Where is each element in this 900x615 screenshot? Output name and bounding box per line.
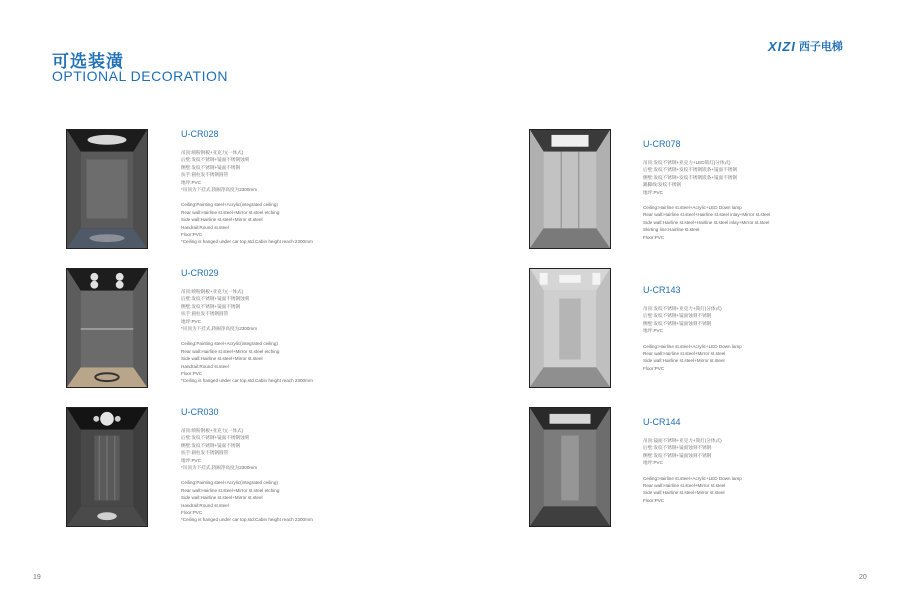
spec-en: Ceiling:Hairline st.steel+Acrylic+LED Down lamp Rear wall:Hairline st.steel+Mirror st.steel Side wall:Hairline st.steel+Mirror st.steel Floor:PVC (643, 475, 742, 503)
brand-name-cn: 西子电梯 (798, 41, 843, 53)
spec-cn: 吊顶:发纹不锈钢+亚克力+筒灯(分体式) 后壁:发纹不锈钢+镜面蚀刻不锈钢 侧壁:发纹不锈钢+镜面蚀刻不锈钢 地坪:PVC (643, 306, 722, 334)
brand (768, 38, 843, 54)
product-code: U-CR143 (643, 285, 681, 295)
elevator-cabin-image (66, 268, 148, 388)
elevator-cabin-image (66, 129, 148, 249)
spec-en: Ceiling:Hairline st.steel+Acrylic+LED Down lamp Rear wall:Hairline st.steel+Hairline st.steel inlay+Mirror st.steel Side wall:Hairline st.steel+Hairline st.steel inlay+Mirror st.steel Skirting line:Hairline st.steel Floor:PVC (643, 205, 771, 240)
product-code: U-CR144 (643, 417, 681, 427)
page-number-right: 20 (859, 574, 867, 581)
elevator-cabin-image (529, 407, 611, 527)
spec-cn: 吊顶:喷粉钢板+亚克力(一体式) 后壁:发纹不锈钢+镜面不锈钢蚀刻 侧壁:发纹不锈钢+镜面不锈钢 扶手:圆柱发不锈钢圆管 地坪:PVC *吊顶为下挂式,轿厢净高度为2300mm (181, 289, 258, 332)
elevator-cabin-image (529, 129, 611, 249)
spec-en: Ceiling:Painting steel+Acrylic(integrated ceiling) Rear wall:Hairline st.steel+Mirror st.steel etching Side wall:Hairline st.steel+Mirror st.steel Handrail:Round st.steel Floor:PVC *Ceiling is hanged under car top,std.Cabin height reach 2300mm (181, 480, 313, 523)
product-code: U-CR078 (643, 139, 681, 149)
spec-en: Ceiling:Hairline st.steel+Acrylic+LED Down lamp Rear wall:Hairline st.steel+Mirror st.steel Side wall:Hairline st.steel+Mirror st.steel Floor:PVC (643, 343, 742, 371)
spec-cn: 吊顶:喷粉钢板+亚克力(一体式) 后壁:发纹不锈钢+镜面不锈钢蚀刻 侧壁:发纹不锈钢+镜面不锈钢 扶手:圆柱发不锈钢圆管 地坪:PVC *吊顶为下挂式,轿厢净高度为2300mm (181, 150, 258, 193)
brand-logo: XIZI (768, 38, 796, 54)
page-title-en: OPTIONAL DECORATION (52, 68, 228, 84)
page-title-cn: 可选装潢 (52, 52, 124, 71)
page-number-left: 19 (33, 574, 41, 581)
product-code: U-CR029 (181, 268, 219, 278)
product-code: U-CR030 (181, 407, 219, 417)
elevator-cabin-image (66, 407, 148, 527)
spec-cn: 吊顶:镜面不锈钢+亚克力+筒灯(分体式) 后壁:发纹不锈钢+镜面蚀刻不锈钢 侧壁:发纹不锈钢+镜面蚀刻不锈钢 地坪:PVC (643, 438, 722, 466)
spec-en: Ceiling:Painting steel+Acrylic(integrated ceiling) Rear wall:Hairline st.steel+Mirror st.steel etching Side wall:Hairline st.steel+Mirror st.steel Handrail:Round st.steel Floor:PVC *Ceiling is hanged under car top,std.Cabin height reach 2300mm (181, 202, 313, 245)
spec-cn: 吊顶:喷粉钢板+亚克力(一体式) 后壁:发纹不锈钢+镜面不锈钢蚀刻 侧壁:发纹不锈钢+镜面不锈钢 扶手:圆柱发不锈钢圆管 地坪:PVC *吊顶为下挂式,轿厢净高度为2300mm (181, 428, 258, 471)
spec-en: Ceiling:Painting steel+Acrylic(integrated ceiling) Rear wall:Hairline st.steel+Mirror st.steel etching Side wall:Hairline st.steel+Mirror st.steel Handrail:Round st.steel Floor:PVC *Ceiling is hanged under car top,std.Cabin height reach 2300mm (181, 341, 313, 384)
spec-cn: 吊顶:发纹不锈钢+亚克力+LED筒灯(分体式) 后壁:发纹不锈钢+发纹不锈钢嵌条+镜面不锈钢 侧壁:发纹不锈钢+发纹不锈钢嵌条+镜面不锈钢 踢脚线:发纹不锈钢 地坪:PVC (643, 160, 737, 195)
product-code: U-CR028 (181, 129, 219, 139)
elevator-cabin-image (529, 268, 611, 388)
